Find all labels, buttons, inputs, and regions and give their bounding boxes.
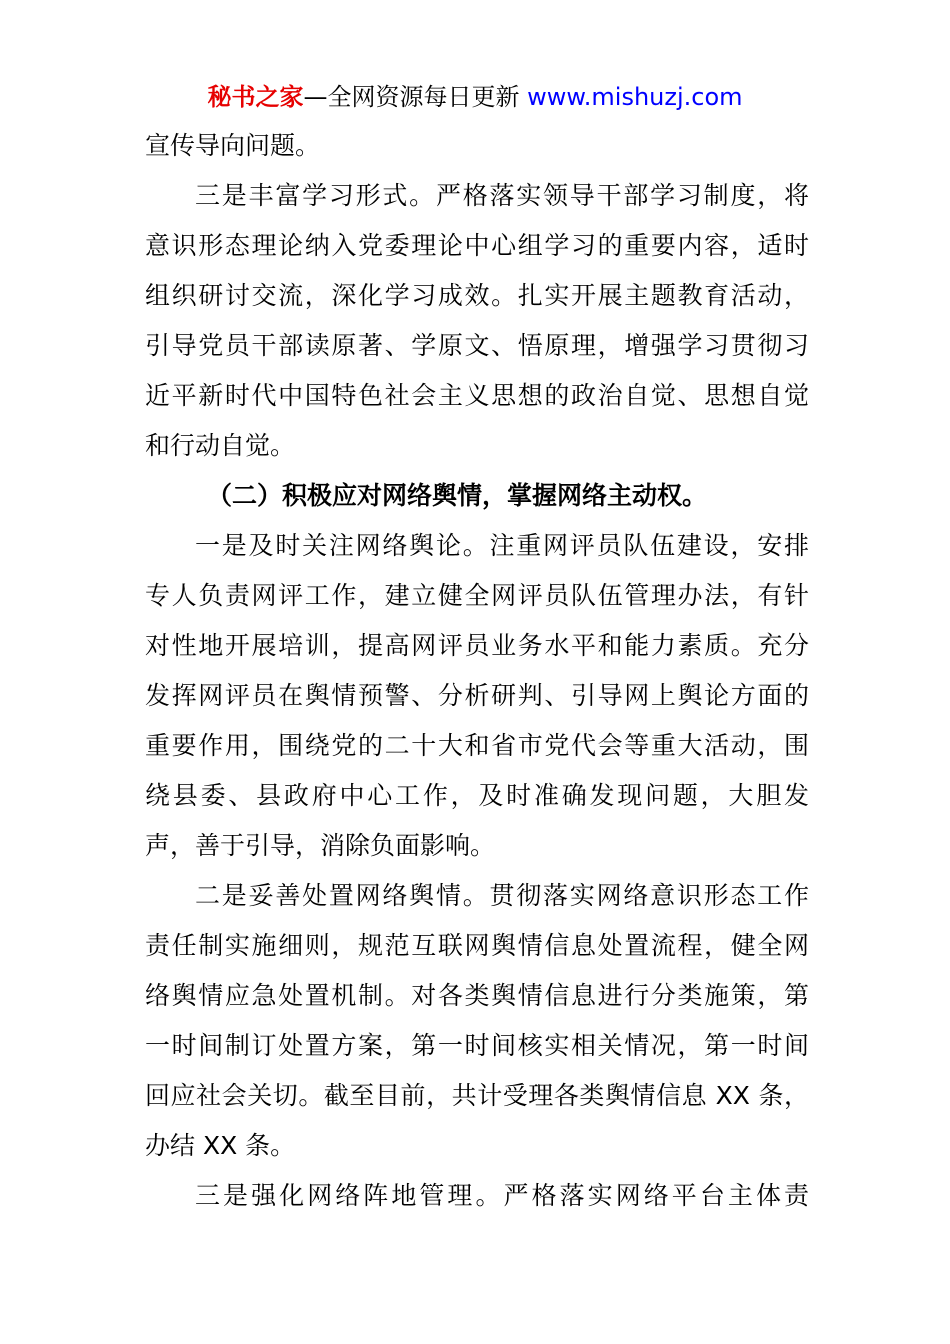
body-line: 引导党员干部读原著、学原文、悟原理，增强学习贯彻习 bbox=[145, 331, 809, 360]
body-line: 责任制实施细则，规范互联网舆情信息处置流程，健全网 bbox=[145, 931, 809, 960]
body-line: 一时间制订处置方案，第一时间核实相关情况，第一时间 bbox=[145, 1031, 809, 1060]
section-heading: （二）积极应对网络舆情，掌握网络主动权。 bbox=[207, 481, 708, 510]
document-body bbox=[145, 121, 809, 1221]
body-line: 发挥网评员在舆情预警、分析研判、引导网上舆论方面的 bbox=[145, 681, 809, 710]
body-line: 对性地开展培训，提高网评员业务水平和能力素质。充分 bbox=[145, 631, 809, 660]
body-line: 和行动自觉。 bbox=[145, 431, 296, 460]
body-line: 回应社会关切。截至目前，共计受理各类舆情信息 XX 条， bbox=[145, 1081, 809, 1110]
paragraph-start: 一是及时关注网络舆论。注重网评员队伍建设，安排 bbox=[195, 531, 809, 560]
paragraph-start: 三是丰富学习形式。严格落实领导干部学习制度，将 bbox=[195, 181, 809, 210]
body-line: 组织研讨交流，深化学习成效。扎实开展主题教育活动， bbox=[145, 281, 809, 310]
body-line: 近平新时代中国特色社会主义思想的政治自觉、思想自觉 bbox=[145, 381, 809, 410]
document-header bbox=[0, 80, 950, 114]
header-brand: 秘书之家 bbox=[207, 83, 304, 111]
paragraph-start: 三是强化网络阵地管理。严格落实网络平台主体责 bbox=[195, 1181, 809, 1210]
body-line: 绕县委、县政府中心工作，及时准确发现问题，大胆发 bbox=[145, 781, 809, 810]
body-line: 络舆情应急处置机制。对各类舆情信息进行分类施策，第 bbox=[145, 981, 809, 1010]
header-site-link[interactable]: www.mishuzj.com bbox=[527, 83, 743, 111]
body-line: 办结 XX 条。 bbox=[145, 1131, 296, 1160]
body-line: 专人负责网评工作，建立健全网评员队伍管理办法，有针 bbox=[145, 581, 809, 610]
body-line: 意识形态理论纳入党委理论中心组学习的重要内容，适时 bbox=[145, 231, 809, 260]
paragraph-start: 二是妥善处置网络舆情。贯彻落实网络意识形态工作 bbox=[195, 881, 809, 910]
body-line: 宣传导向问题。 bbox=[145, 131, 321, 160]
header-tagline: —全网资源每日更新 bbox=[303, 83, 528, 111]
body-line: 重要作用，围绕党的二十大和省市党代会等重大活动，围 bbox=[145, 731, 809, 760]
body-line: 声，善于引导，消除负面影响。 bbox=[145, 831, 496, 860]
